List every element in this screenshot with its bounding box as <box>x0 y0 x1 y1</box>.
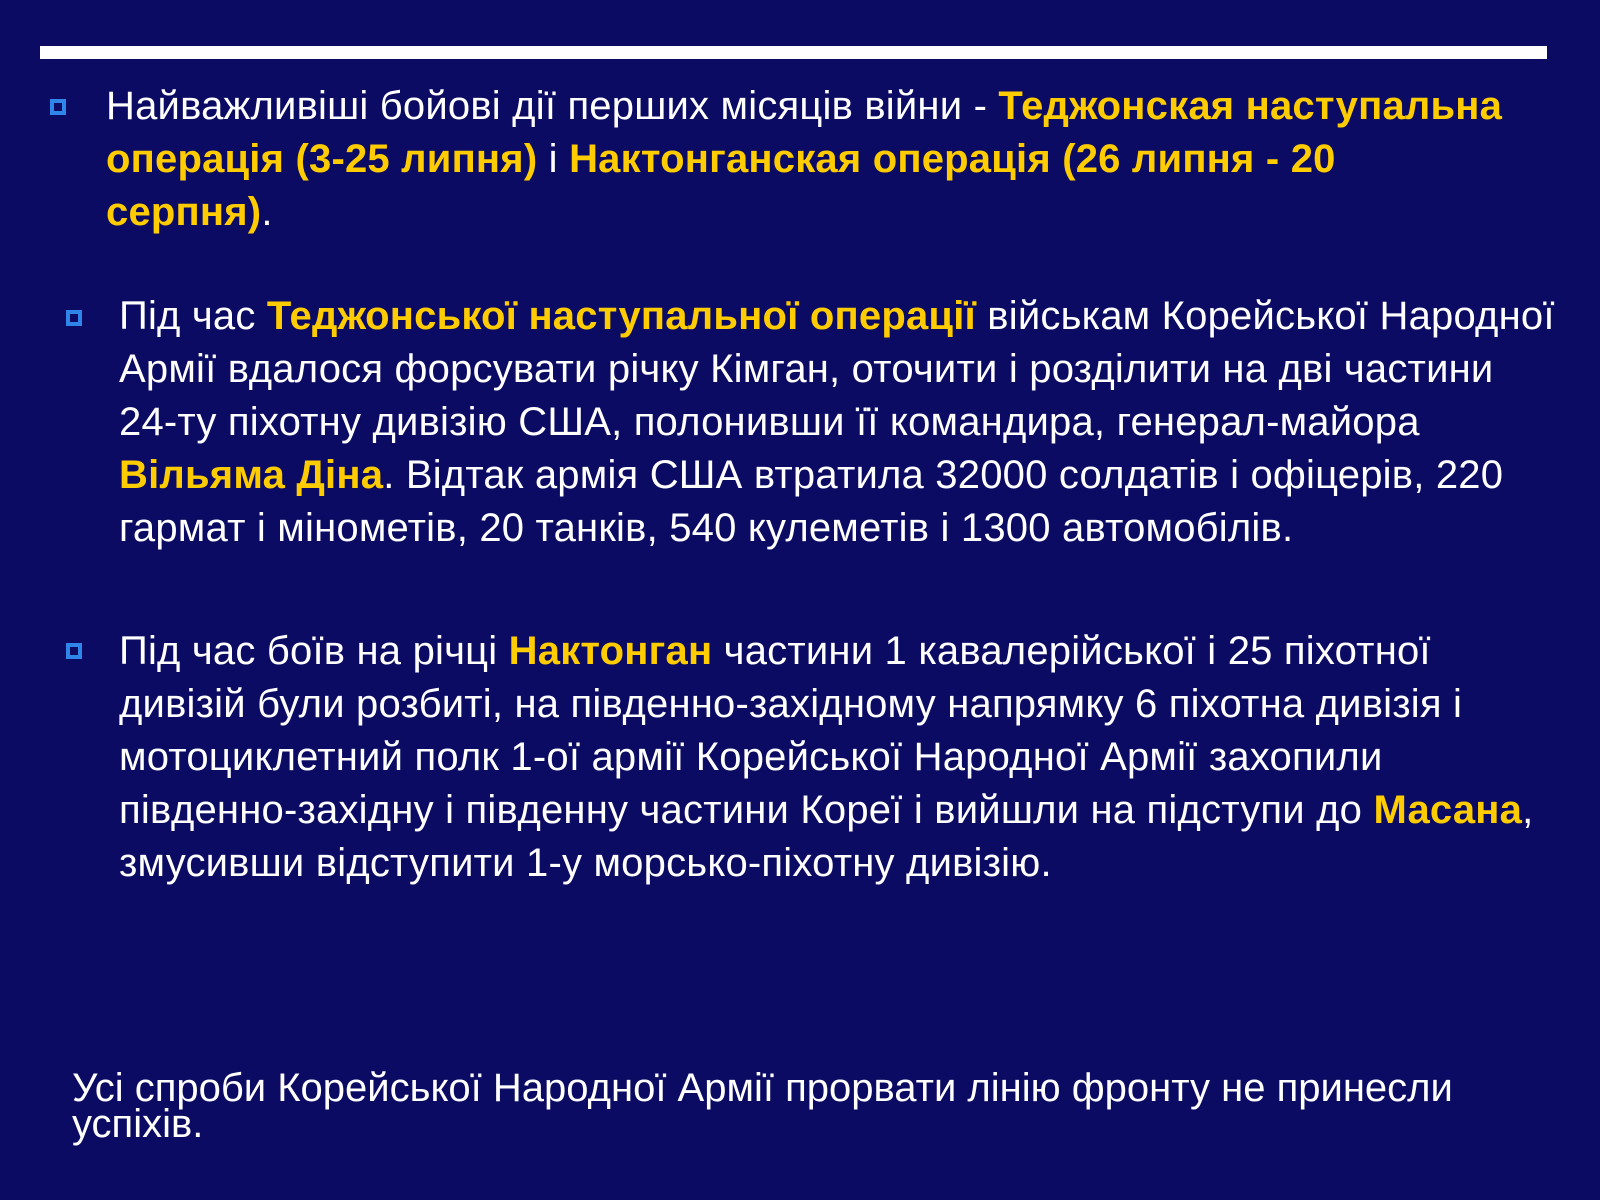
highlight-masan: Масана <box>1373 788 1523 832</box>
highlight-william-dean: Вільяма Діна <box>119 453 384 497</box>
bullet-text-1 <box>106 80 1506 239</box>
square-bullet-icon <box>66 643 82 659</box>
text-run: військам Корейської Народної Армії вдалося форсувати річку Кімган, оточити і розділити на дві частини 24-ту піхотну дивізію США, полонивши її командира, генерал-майора <box>119 294 1555 444</box>
highlight-teadzhon-operation: Теджонская наступальна операція (3-25 липня) <box>106 84 1503 181</box>
bullet-text-2 <box>119 290 1559 555</box>
bullet-item-2 <box>66 290 1559 555</box>
text-run: і <box>537 137 570 181</box>
text-run: Найважливіші бойові дії перших місяців війни - <box>106 84 999 128</box>
text-run: , змусивши відступити 1-у морсько-піхотну дивізію. <box>119 788 1534 885</box>
highlight-teadzhon-offensive: Теджонської наступальної операції <box>266 294 976 338</box>
text-run: . <box>261 190 273 234</box>
square-bullet-icon <box>66 310 82 326</box>
top-divider <box>40 46 1547 59</box>
text-run: частини 1 кавалерійської і 25 піхотної дивізій були розбиті, на південно-західному напрямку 6 піхотна дивізія і мотоциклетний полк 1-ої армії Корейської Народної Армії захопили південно-західну і південну частини Кореї і вийшли на підступи до <box>119 629 1463 832</box>
highlight-naktong-operation: Нактонганская операція (26 липня - 20 серпня) <box>106 137 1336 234</box>
square-bullet-icon <box>50 99 66 115</box>
text-run: Під час боїв на річці <box>119 629 509 673</box>
text-run: Під час <box>119 294 267 338</box>
bullet-item-3 <box>66 625 1559 890</box>
bullet-text-3 <box>119 625 1559 890</box>
text-run: . Відтак армія США втратила 32000 солдатів і офіцерів, 220 гармат і мінометів, 20 танків, 540 кулеметів і 1300 автомобілів. <box>119 453 1504 550</box>
closing-statement: Усі спроби Корейської Народної Армії прорвати лінію фронту не принесли успіхів. <box>72 1066 1453 1146</box>
highlight-naktong-river: Нактонган <box>508 629 713 673</box>
bullet-item-1 <box>50 80 1506 239</box>
